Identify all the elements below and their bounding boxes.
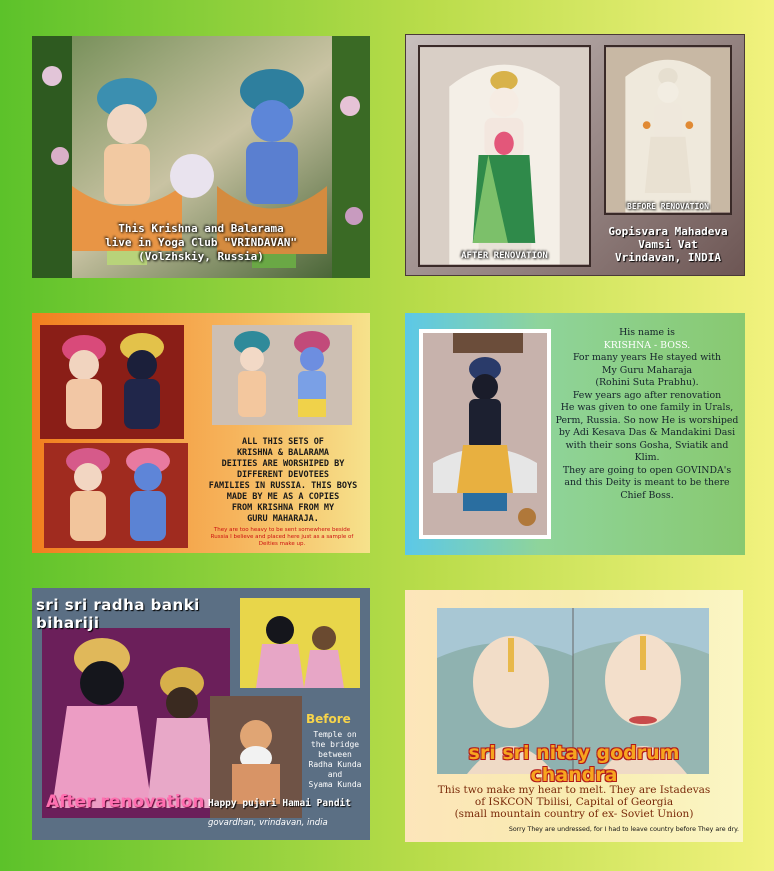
mahadeva-after-illustration	[420, 47, 589, 265]
text-line-11: They are going to open GOVINDA's	[562, 464, 732, 476]
before-caption-line: Temple on	[313, 730, 357, 739]
panel-radha-banki-bihariji	[32, 588, 370, 840]
main-text-line: GURU MAHARAJA.	[247, 514, 319, 524]
after-renovation-label: AFTER RENOVATION	[461, 251, 548, 261]
pujari-caption: Happy pujari Hamai Pandit	[208, 798, 351, 809]
before-caption-line: Syama Kunda	[308, 780, 362, 789]
text-line-6: Few years ago after renovation	[572, 389, 722, 401]
text-line-5: (Rohini Suta Prabhu).	[595, 377, 699, 388]
caption-line-2: of ISKCON Tbilisi, Capital of Georgia	[474, 796, 674, 808]
before-renovation-label: BEFORE RENOVATION	[627, 202, 709, 211]
istadevas-note: Sorry They are undressed, for I had to leave country before They are dry.	[508, 826, 739, 833]
panel-gopisvara-mahadeva	[405, 34, 745, 276]
after-renovation-label: After renovation	[46, 792, 205, 812]
before-caption-line: and	[327, 770, 343, 779]
mahadeva-before-illustration	[606, 47, 730, 213]
text-line-3: For many years He stayed with	[572, 352, 722, 363]
deities-photo-3	[44, 443, 188, 548]
krishna-boss-text	[555, 327, 739, 502]
panel-title: sri sri nitay godrum chandra	[468, 742, 680, 786]
krishna-boss-photo	[419, 329, 551, 539]
note-line: Deities make up.	[258, 541, 306, 547]
before-caption-line: Radha Kunda	[308, 760, 362, 769]
before-caption-line: between	[318, 750, 352, 759]
mahadeva-caption	[598, 225, 738, 264]
main-text-line: DEITIES ARE WORSHIPED BY	[221, 459, 345, 469]
note-line: Russia I believe and placed here just as a sample of	[210, 534, 354, 540]
location-caption: govardhan, vrindavan, india	[208, 818, 328, 828]
deities-note	[196, 527, 368, 548]
caption-line-2: live in Yoga Club "VRINDAVAN"	[104, 236, 298, 249]
text-line-8: Perm, Russia. So now He is worshiped	[555, 414, 739, 426]
caption-line-3: (small mountain country of ex- Soviet Union)	[454, 808, 694, 820]
main-text-line: FROM KRISHNA FROM MY	[231, 503, 335, 513]
main-text-line: MADE BY ME AS A COPIES	[226, 492, 340, 502]
deities-photo-1	[40, 325, 184, 439]
note-line: They are too heavy to be sent somewhere beside	[213, 527, 351, 533]
photo-caption	[72, 222, 330, 264]
deities-pair-illustration	[40, 325, 184, 439]
panel-title: sri sri radha banki bihariji	[36, 596, 200, 632]
deities-pair-illustration	[44, 443, 188, 548]
main-text-line: FAMILIES IN RUSSIA. THIS BOYS	[208, 481, 358, 491]
main-text-line: ALL THIS SETS OF	[242, 437, 324, 447]
deity-name: KRISHNA - BOSS.	[603, 339, 691, 351]
caption-line-2: Vamsi Vat	[638, 238, 698, 251]
after-renovation-photo	[418, 45, 591, 267]
panel-krishna-balarama-volzhskiy	[32, 36, 370, 278]
caption-line-1: This two make my hear to melt. They are Istadevas	[437, 784, 711, 796]
text-line-10: with their sons Gosha, Sviatik and Klim.	[565, 439, 729, 463]
text-line-9: by Adi Kesava Das & Mandakini Dasi	[558, 427, 736, 438]
krishna-boss-illustration	[423, 333, 547, 535]
panel-nitay-godrum-chandra	[405, 590, 743, 842]
text-line-7: He was given to one family in Urals,	[560, 402, 734, 413]
before-caption	[300, 730, 370, 790]
deities-pair-illustration	[212, 325, 352, 425]
panel-krishna-boss	[405, 313, 745, 555]
text-line-1: His name is	[619, 327, 675, 338]
text-line-4: My Guru Maharaja	[601, 364, 693, 376]
before-caption-line: the bridge	[310, 740, 360, 749]
caption-line-1: Gopisvara Mahadeva	[608, 225, 728, 238]
deities-main-text	[198, 437, 368, 525]
istadevas-caption	[411, 784, 737, 820]
deities-photo-2	[212, 325, 352, 425]
caption-line-3: Vrindavan, INDIA	[615, 251, 721, 264]
main-text-line: KRISHNA & BALARAMA	[236, 448, 330, 458]
caption-line-3: (Volzhskiy, Russia)	[138, 250, 264, 263]
caption-line-1: This Krishna and Balarama	[118, 222, 284, 235]
before-renovation-photo	[604, 45, 732, 215]
text-line-13: Chief Boss.	[620, 489, 674, 501]
before-label: Before	[306, 712, 351, 726]
text-line-12: and this Deity is meant to be there	[564, 477, 730, 488]
main-text-line: DIFFERENT DEVOTEES	[236, 470, 330, 480]
panel-russian-deities	[32, 313, 370, 553]
